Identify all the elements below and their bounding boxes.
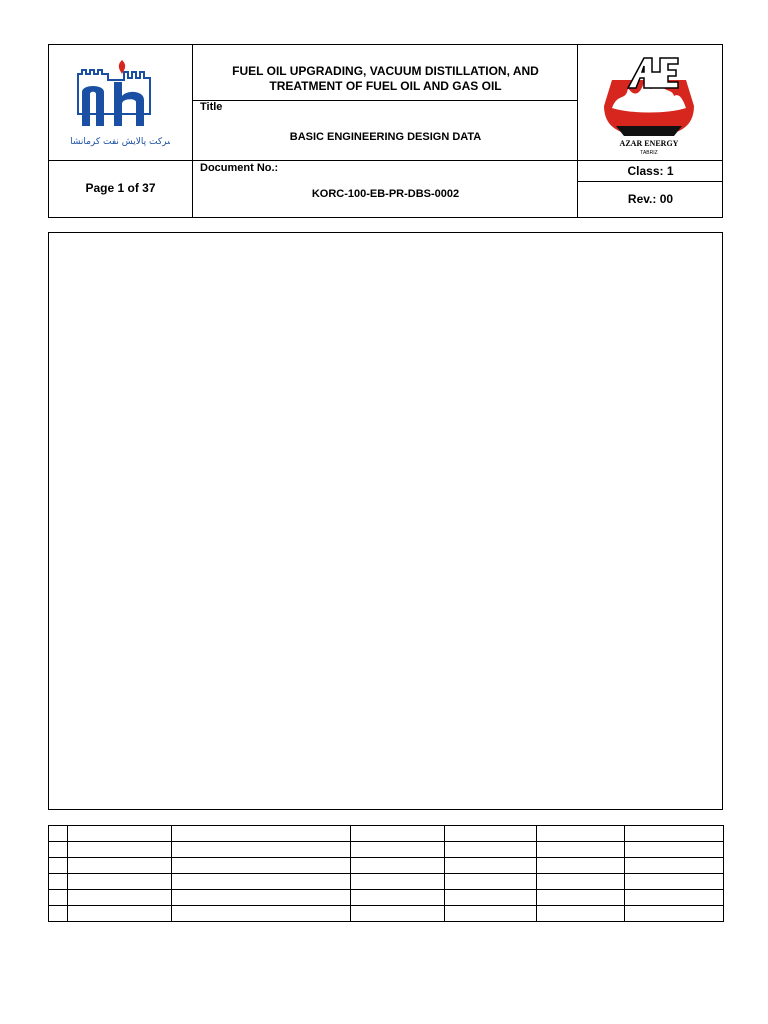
table-cell: [172, 890, 351, 906]
table-cell: [49, 858, 68, 874]
table-cell: [172, 842, 351, 858]
title-label: Title: [200, 101, 223, 113]
table-cell: [625, 842, 724, 858]
table-cell: [68, 826, 172, 842]
revision-table: [48, 825, 724, 922]
table-cell: [537, 890, 625, 906]
table-cell: [625, 874, 724, 890]
table-row: [49, 826, 724, 842]
table-cell: [537, 858, 625, 874]
table-row: [49, 858, 724, 874]
table-cell: [351, 842, 445, 858]
table-cell: [445, 842, 537, 858]
class-label: Class: 1: [627, 164, 674, 178]
table-cell: [49, 906, 68, 922]
class-rev-divider: [578, 181, 723, 182]
table-cell: [68, 858, 172, 874]
document-body-frame: [48, 232, 723, 810]
table-cell: [537, 842, 625, 858]
table-cell: [445, 874, 537, 890]
table-cell: [537, 874, 625, 890]
table-cell: [49, 842, 68, 858]
table-cell: [445, 906, 537, 922]
title-value: BASIC ENGINEERING DESIGN DATA: [289, 131, 482, 143]
table-cell: [445, 890, 537, 906]
left-logo-persian-text: شرکت پالایش نفت کرمانشاه: [70, 137, 170, 147]
table-cell: [351, 874, 445, 890]
table-cell: [445, 858, 537, 874]
table-cell: [537, 906, 625, 922]
table-row: [49, 890, 724, 906]
table-cell: [625, 826, 724, 842]
table-cell: [172, 874, 351, 890]
main-title-line2: TREATMENT OF FUEL OIL AND GAS OIL: [269, 79, 502, 93]
table-cell: [49, 890, 68, 906]
table-cell: [172, 858, 351, 874]
main-title-line1: FUEL OIL UPGRADING, VACUUM DISTILLATION, AND: [232, 64, 539, 78]
right-logo-caption: AZAR ENERGY: [619, 139, 679, 148]
table-cell: [49, 874, 68, 890]
table-row: [49, 906, 724, 922]
table-row: [49, 874, 724, 890]
table-cell: [351, 826, 445, 842]
table-cell: [68, 906, 172, 922]
rev-label: Rev.: 00: [627, 192, 674, 206]
main-title: [193, 64, 578, 94]
table-cell: [49, 826, 68, 842]
table-cell: [68, 890, 172, 906]
table-cell: [68, 874, 172, 890]
document-no-value: KORC-100-EB-PR-DBS-0002: [311, 188, 460, 200]
table-cell: [172, 906, 351, 922]
table-row: [49, 842, 724, 858]
table-cell: [351, 906, 445, 922]
table-cell: [172, 826, 351, 842]
table-cell: [445, 826, 537, 842]
table-cell: [537, 826, 625, 842]
right-logo-subcaption: TABRIZ: [640, 150, 658, 156]
table-cell: [625, 906, 724, 922]
table-cell: [351, 890, 445, 906]
refinery-logo: [70, 56, 170, 152]
header-divider-middle: [48, 160, 723, 161]
table-cell: [351, 858, 445, 874]
title-divider: [193, 100, 578, 101]
table-cell: [68, 842, 172, 858]
page-number: Page 1 of 37: [85, 181, 156, 195]
document-no-label: Document No.:: [200, 162, 279, 174]
azar-energy-logo: [598, 52, 700, 156]
table-cell: [625, 890, 724, 906]
table-cell: [625, 858, 724, 874]
